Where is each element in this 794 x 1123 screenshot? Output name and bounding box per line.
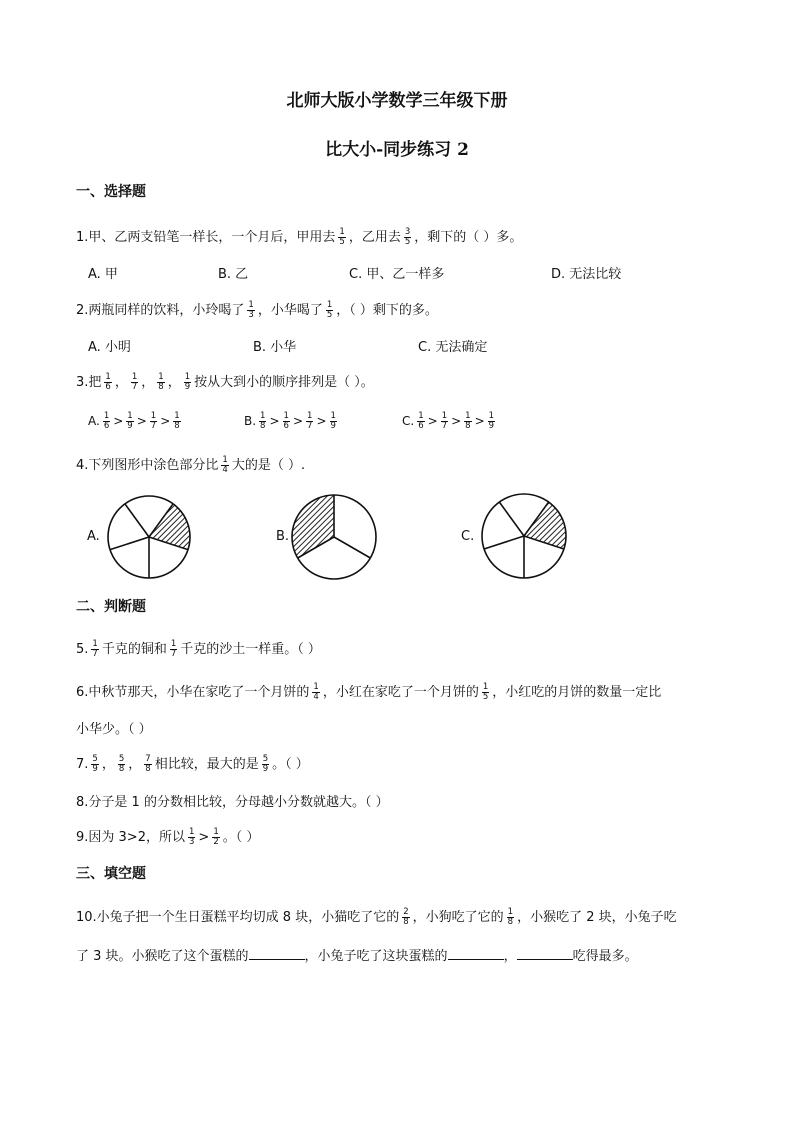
fraction: $\frac{1}{6}$: [283, 411, 289, 431]
fraction: $\frac{1}{6}$: [105, 372, 111, 392]
page-subtitle: 比大小-同步练习 2: [325, 140, 469, 160]
pie-option-c[interactable]: [480, 492, 568, 580]
fraction: $\frac{1}{9}$: [127, 411, 133, 431]
pie-option-a[interactable]: [106, 494, 192, 580]
shaded-slice: [524, 502, 566, 549]
question-text: ，小红在家吃了一个月饼的: [322, 685, 479, 700]
section-heading-fill: 三、填空题: [76, 866, 146, 882]
shaded-slice: [149, 504, 190, 550]
fraction: $\frac{1}{6}$: [103, 411, 110, 431]
separator: ，: [114, 375, 128, 390]
option-1c[interactable]: C. 甲、乙一样多: [349, 267, 445, 282]
answer-blank-1[interactable]: [249, 947, 305, 960]
fraction: $\frac{7}{8}$: [145, 754, 151, 774]
fraction: $\frac{1}{9}$: [184, 372, 191, 392]
fraction: $\frac{1}{8}$: [260, 411, 266, 431]
gt-sign: >: [136, 414, 147, 428]
fraction: $\frac{1}{7}$: [92, 639, 98, 659]
gt-sign: >: [160, 414, 171, 428]
pie-divider: [110, 537, 149, 550]
option-label: C.: [402, 414, 415, 428]
question-2: [76, 299, 438, 320]
question-10: [76, 906, 677, 927]
question-5: [76, 638, 321, 659]
question-text: 7.: [76, 757, 89, 772]
option-3c[interactable]: [402, 412, 498, 431]
option-4b-label[interactable]: B.: [276, 529, 290, 544]
fraction: $\frac{1}{7}$: [170, 639, 177, 659]
option-3b[interactable]: [244, 412, 340, 431]
gt-sign: >: [198, 830, 210, 845]
fraction: $\frac{1}{8}$: [158, 372, 164, 392]
question-text: ，: [503, 949, 517, 964]
fraction: $\frac{2}{8}$: [403, 907, 409, 927]
gt-sign: >: [269, 414, 280, 428]
gt-sign: >: [292, 414, 304, 428]
question-8: 8.分子是 1 的分数相比较，分母越小分数就越大。（ ）: [76, 795, 389, 810]
section-heading-judgement: 二、判断题: [76, 599, 146, 615]
separator: ，: [141, 375, 155, 390]
question-4: [76, 454, 305, 475]
fraction: $\frac{1}{6}$: [418, 411, 424, 431]
option-label: A.: [88, 414, 100, 428]
answer-blank-2[interactable]: [448, 947, 504, 960]
page-title: 北师大版小学数学三年级下册: [286, 91, 508, 111]
gt-sign: >: [316, 414, 327, 428]
gt-sign: >: [474, 414, 485, 428]
question-3: [76, 371, 374, 392]
question-text: ，剩下的（ ）多。: [414, 230, 523, 245]
question-text: ，小红吃的月饼的数量一定比: [492, 685, 662, 700]
separator: ，: [167, 375, 181, 390]
fraction: $\frac{1}{5}$: [326, 300, 333, 320]
question-10-line2: [76, 945, 638, 964]
gt-sign: >: [113, 414, 124, 428]
fraction: $\frac{1}{9}$: [330, 411, 336, 431]
question-text: ，小兔子吃了这块蛋糕的: [304, 949, 448, 964]
question-7: [76, 753, 309, 774]
question-text: 。（ ）: [272, 757, 309, 772]
fraction: $\frac{1}{8}$: [507, 907, 514, 927]
fraction: $\frac{1}{5}$: [482, 682, 489, 702]
question-1: [76, 226, 522, 247]
option-label: B.: [244, 414, 257, 428]
option-2c[interactable]: C. 无法确定: [418, 340, 488, 355]
fraction: $\frac{1}{7}$: [441, 411, 448, 431]
pie-divider: [499, 502, 524, 536]
fraction: $\frac{5}{8}$: [118, 754, 125, 774]
fraction: $\frac{1}{8}$: [465, 411, 471, 431]
question-6: [76, 681, 661, 702]
option-1a[interactable]: A. 甲: [88, 267, 118, 282]
fraction: $\frac{1}{4}$: [313, 682, 319, 702]
question-text: 2.两瓶同样的饮料，小玲喝了: [76, 303, 245, 318]
question-text: 千克的铜和: [101, 642, 167, 657]
question-text: 4.下列图形中涂色部分比: [76, 458, 219, 473]
question-9: [76, 826, 259, 847]
pie-divider: [125, 504, 149, 537]
fraction: $\frac{5}{9}$: [92, 754, 98, 774]
question-text: ，小猴吃了 2 块，小兔子吃: [517, 910, 677, 925]
question-text: ，小狗吃了它的: [412, 910, 504, 925]
fraction: $\frac{1}{3}$: [188, 827, 195, 847]
fraction: $\frac{1}{7}$: [131, 372, 138, 392]
fraction: $\frac{1}{4}$: [222, 455, 228, 475]
fraction: $\frac{5}{9}$: [262, 754, 269, 774]
fraction: $\frac{3}{5}$: [404, 227, 411, 247]
question-text: 按从大到小的顺序排列是（ ）。: [194, 375, 374, 390]
pie-option-b[interactable]: [290, 493, 378, 581]
gt-sign: >: [451, 414, 462, 428]
option-1d[interactable]: D. 无法比较: [551, 267, 622, 282]
fraction: $\frac{1}{7}$: [307, 411, 313, 431]
option-2a[interactable]: A. 小明: [88, 340, 131, 355]
question-text: 大的是（ ）.: [231, 458, 306, 473]
section-heading-choice: 一、选择题: [76, 184, 146, 200]
option-3a[interactable]: [88, 412, 184, 431]
pie-divider: [484, 536, 524, 549]
separator: ，: [128, 757, 142, 772]
question-text: 千克的沙土一样重。（ ）: [180, 642, 321, 657]
option-4c-label[interactable]: C.: [461, 529, 475, 544]
question-text: 10.小兔子把一个生日蛋糕平均切成 8 块，小猫吃了它的: [76, 910, 400, 925]
question-text: ，（ ）剩下的多。: [336, 303, 438, 318]
pie-divider: [334, 537, 370, 558]
fraction: $\frac{1}{5}$: [339, 227, 345, 247]
answer-blank-3[interactable]: [517, 947, 573, 960]
fraction: $\frac{1}{9}$: [488, 411, 495, 431]
fraction: $\frac{1}{3}$: [248, 300, 254, 320]
fraction: $\frac{1}{2}$: [213, 827, 219, 847]
question-text: 相比较，最大的是: [154, 757, 259, 772]
option-2b[interactable]: B. 小华: [253, 340, 297, 355]
question-6-line2: 小华少。（ ）: [76, 722, 152, 737]
option-1b[interactable]: B. 乙: [218, 267, 249, 282]
question-text: 1.甲、乙两支铅笔一样长，一个月后，甲用去: [76, 230, 336, 245]
question-text: 3.把: [76, 375, 102, 390]
question-text: 。（ ）: [222, 830, 260, 845]
question-text: ，小华喝了: [257, 303, 323, 318]
question-text: 了 3 块。小猴吃了这个蛋糕的: [76, 949, 249, 964]
fraction: $\frac{1}{7}$: [150, 411, 157, 431]
question-text: 9.因为 3>2，所以: [76, 830, 185, 845]
question-text: 6.中秋节那天，小华在家吃了一个月饼的: [76, 685, 310, 700]
question-text: 吃得最多。: [572, 949, 638, 964]
gt-sign: >: [427, 414, 438, 428]
question-text: ，乙用去: [348, 230, 401, 245]
question-text: 5.: [76, 642, 89, 657]
option-4a-label[interactable]: A.: [87, 529, 100, 544]
separator: ，: [101, 757, 115, 772]
fraction: $\frac{1}{8}$: [174, 411, 180, 431]
